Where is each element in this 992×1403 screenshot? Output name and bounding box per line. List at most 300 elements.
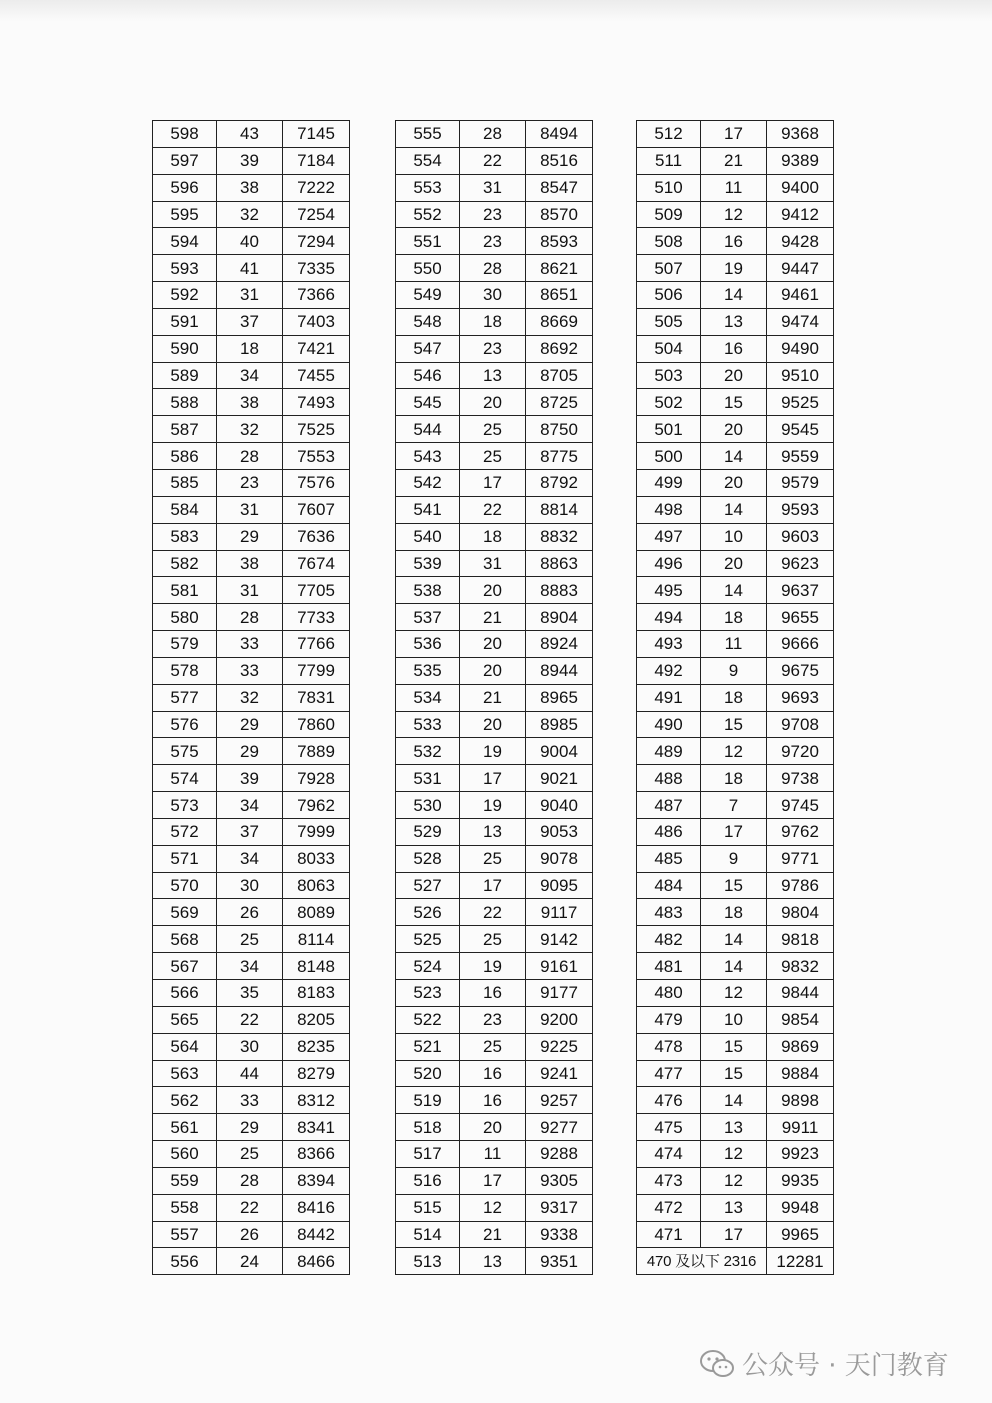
table-row [637, 926, 834, 953]
count-cell: 25 [460, 1033, 526, 1060]
count-cell: 33 [217, 631, 283, 658]
cumulative-cell: 9818 [767, 926, 834, 953]
score-cell: 573 [153, 792, 217, 819]
score-cell: 565 [153, 1006, 217, 1033]
count-cell: 29 [217, 523, 283, 550]
table-row [637, 818, 834, 845]
score-cell: 549 [396, 282, 460, 309]
table-row [153, 1033, 350, 1060]
table-row [153, 1006, 350, 1033]
table-row [396, 818, 593, 845]
table-row [396, 711, 593, 738]
count-cell: 29 [217, 738, 283, 765]
table-row [153, 416, 350, 443]
count-cell: 29 [217, 1114, 283, 1141]
score-cell: 509 [637, 201, 701, 228]
cumulative-cell: 7455 [283, 362, 350, 389]
score-cell: 593 [153, 255, 217, 282]
score-table-3 [636, 120, 834, 1275]
cumulative-cell: 7184 [283, 147, 350, 174]
table-row [396, 1033, 593, 1060]
count-cell: 11 [460, 1141, 526, 1168]
wechat-icon [700, 1349, 734, 1379]
table-row [153, 1221, 350, 1248]
count-cell: 11 [701, 174, 767, 201]
count-cell: 21 [460, 684, 526, 711]
table-row [153, 1087, 350, 1114]
score-cell: 534 [396, 684, 460, 711]
score-cell: 591 [153, 308, 217, 335]
cumulative-cell: 8416 [283, 1194, 350, 1221]
score-cell: 529 [396, 818, 460, 845]
merged-cell: 470 及以下 2316 [637, 1248, 767, 1275]
table-row [637, 389, 834, 416]
count-cell: 26 [217, 1221, 283, 1248]
score-cell: 596 [153, 174, 217, 201]
table-row [153, 443, 350, 470]
cumulative-cell: 8944 [526, 657, 593, 684]
table-row [396, 765, 593, 792]
count-cell: 25 [217, 926, 283, 953]
table-row [396, 174, 593, 201]
cumulative-cell: 9400 [767, 174, 834, 201]
score-cell: 541 [396, 496, 460, 523]
count-cell: 21 [460, 1221, 526, 1248]
count-cell: 31 [217, 496, 283, 523]
count-cell: 30 [217, 1033, 283, 1060]
score-cell: 482 [637, 926, 701, 953]
table-row [396, 496, 593, 523]
table-row [637, 1033, 834, 1060]
score-cell: 550 [396, 255, 460, 282]
cumulative-cell: 9225 [526, 1033, 593, 1060]
table-row [637, 416, 834, 443]
table-row [153, 657, 350, 684]
table-row [637, 845, 834, 872]
count-cell: 38 [217, 174, 283, 201]
count-cell: 25 [460, 845, 526, 872]
cumulative-cell: 9241 [526, 1060, 593, 1087]
count-cell: 12 [701, 201, 767, 228]
cumulative-cell: 8235 [283, 1033, 350, 1060]
cumulative-cell: 9428 [767, 228, 834, 255]
count-cell: 18 [701, 604, 767, 631]
watermark-text: 公众号 · 天门教育 [742, 1351, 949, 1381]
table-row [153, 308, 350, 335]
count-cell: 23 [460, 201, 526, 228]
score-cell: 528 [396, 845, 460, 872]
cumulative-cell: 7222 [283, 174, 350, 201]
count-cell: 18 [460, 308, 526, 335]
cumulative-cell: 8516 [526, 147, 593, 174]
score-cell: 485 [637, 845, 701, 872]
table-row [637, 711, 834, 738]
cumulative-cell: 8366 [283, 1141, 350, 1168]
score-cell: 558 [153, 1194, 217, 1221]
cumulative-cell: 8863 [526, 550, 593, 577]
cumulative-cell: 9693 [767, 684, 834, 711]
score-cell: 570 [153, 872, 217, 899]
score-cell: 505 [637, 308, 701, 335]
table-row [396, 389, 593, 416]
count-cell: 20 [460, 577, 526, 604]
table-row [396, 443, 593, 470]
cumulative-cell: 9948 [767, 1194, 834, 1221]
score-cell: 479 [637, 1006, 701, 1033]
cumulative-cell: 9675 [767, 657, 834, 684]
score-cell: 571 [153, 845, 217, 872]
score-cell: 517 [396, 1141, 460, 1168]
count-cell: 31 [217, 282, 283, 309]
table-row [153, 684, 350, 711]
cumulative-cell: 8792 [526, 469, 593, 496]
cumulative-cell: 7799 [283, 657, 350, 684]
count-cell: 20 [701, 550, 767, 577]
count-cell: 14 [701, 926, 767, 953]
score-cell: 579 [153, 631, 217, 658]
score-cell: 490 [637, 711, 701, 738]
cumulative-cell: 8750 [526, 416, 593, 443]
table-row [637, 282, 834, 309]
count-cell: 10 [701, 523, 767, 550]
cumulative-cell: 8494 [526, 121, 593, 148]
cumulative-cell: 8205 [283, 1006, 350, 1033]
score-cell: 516 [396, 1167, 460, 1194]
cumulative-cell: 7705 [283, 577, 350, 604]
count-cell: 20 [460, 1114, 526, 1141]
table-row [637, 362, 834, 389]
count-cell: 12 [460, 1194, 526, 1221]
table-row [637, 738, 834, 765]
table-row [637, 980, 834, 1007]
table-row [396, 201, 593, 228]
table-row [637, 1087, 834, 1114]
score-cell: 551 [396, 228, 460, 255]
table-row [396, 469, 593, 496]
cumulative-cell: 9338 [526, 1221, 593, 1248]
cumulative-cell: 9288 [526, 1141, 593, 1168]
score-cell: 493 [637, 631, 701, 658]
table-row [637, 577, 834, 604]
cumulative-cell: 9593 [767, 496, 834, 523]
count-cell: 13 [460, 818, 526, 845]
table-row [153, 147, 350, 174]
table-row [637, 174, 834, 201]
table-row [637, 1114, 834, 1141]
table-row [637, 121, 834, 148]
table-row [153, 1248, 350, 1275]
table-row [637, 496, 834, 523]
score-cell: 518 [396, 1114, 460, 1141]
score-cell: 484 [637, 872, 701, 899]
count-cell: 13 [701, 308, 767, 335]
table-row [637, 1141, 834, 1168]
count-cell: 32 [217, 416, 283, 443]
score-cell: 523 [396, 980, 460, 1007]
table-row [153, 1141, 350, 1168]
score-cell: 532 [396, 738, 460, 765]
cumulative-cell: 9708 [767, 711, 834, 738]
table-row [637, 308, 834, 335]
table-row [637, 1006, 834, 1033]
count-cell: 34 [217, 845, 283, 872]
count-cell: 40 [217, 228, 283, 255]
count-cell: 34 [217, 362, 283, 389]
score-cell: 572 [153, 818, 217, 845]
cumulative-cell: 9277 [526, 1114, 593, 1141]
table-row [153, 121, 350, 148]
count-cell: 16 [701, 228, 767, 255]
table-row [637, 201, 834, 228]
count-cell: 19 [460, 953, 526, 980]
cumulative-cell: 8814 [526, 496, 593, 523]
count-cell: 7 [701, 792, 767, 819]
cumulative-cell: 7674 [283, 550, 350, 577]
count-cell: 37 [217, 308, 283, 335]
table-row [396, 1221, 593, 1248]
count-cell: 20 [460, 631, 526, 658]
table-row [396, 1141, 593, 1168]
table-row [637, 1221, 834, 1248]
table-row [153, 792, 350, 819]
score-cell: 475 [637, 1114, 701, 1141]
table-row [637, 523, 834, 550]
cumulative-cell: 8669 [526, 308, 593, 335]
score-cell: 488 [637, 765, 701, 792]
score-cell: 535 [396, 657, 460, 684]
cumulative-cell: 7999 [283, 818, 350, 845]
cumulative-cell: 7831 [283, 684, 350, 711]
cumulative-cell: 9804 [767, 899, 834, 926]
table-row [637, 335, 834, 362]
table-row [153, 1114, 350, 1141]
count-cell: 11 [701, 631, 767, 658]
score-cell: 557 [153, 1221, 217, 1248]
score-cell: 587 [153, 416, 217, 443]
cumulative-cell: 9368 [767, 121, 834, 148]
cumulative-cell: 7366 [283, 282, 350, 309]
score-cell: 576 [153, 711, 217, 738]
score-cell: 592 [153, 282, 217, 309]
cumulative-cell: 9545 [767, 416, 834, 443]
cumulative-cell: 9078 [526, 845, 593, 872]
table-row [396, 1194, 593, 1221]
score-cell: 544 [396, 416, 460, 443]
score-cell: 476 [637, 1087, 701, 1114]
cumulative-cell: 9447 [767, 255, 834, 282]
cumulative-cell: 8341 [283, 1114, 350, 1141]
count-cell: 15 [701, 1033, 767, 1060]
score-cell: 471 [637, 1221, 701, 1248]
cumulative-cell: 7335 [283, 255, 350, 282]
table-row [396, 335, 593, 362]
score-cell: 497 [637, 523, 701, 550]
table-row [396, 738, 593, 765]
score-cell: 513 [396, 1248, 460, 1275]
score-cell: 498 [637, 496, 701, 523]
count-cell: 29 [217, 711, 283, 738]
cumulative-cell: 9389 [767, 147, 834, 174]
score-cell: 563 [153, 1060, 217, 1087]
count-cell: 17 [460, 469, 526, 496]
score-cell: 519 [396, 1087, 460, 1114]
count-cell: 22 [217, 1194, 283, 1221]
cumulative-cell: 8651 [526, 282, 593, 309]
score-cell: 595 [153, 201, 217, 228]
count-cell: 25 [460, 926, 526, 953]
table-row [396, 121, 593, 148]
count-cell: 17 [460, 1167, 526, 1194]
cumulative-cell: 9844 [767, 980, 834, 1007]
count-cell: 25 [217, 1141, 283, 1168]
table-row [153, 389, 350, 416]
count-cell: 30 [460, 282, 526, 309]
count-cell: 28 [460, 121, 526, 148]
table-row [396, 577, 593, 604]
count-cell: 13 [701, 1194, 767, 1221]
count-cell: 17 [460, 765, 526, 792]
count-cell: 9 [701, 657, 767, 684]
cumulative-cell: 9412 [767, 201, 834, 228]
cumulative-cell: 9745 [767, 792, 834, 819]
cumulative-cell: 8883 [526, 577, 593, 604]
count-cell: 33 [217, 657, 283, 684]
count-cell: 37 [217, 818, 283, 845]
table-row [396, 899, 593, 926]
table-row [396, 684, 593, 711]
score-cell: 522 [396, 1006, 460, 1033]
table-row [637, 147, 834, 174]
score-table-1 [152, 120, 350, 1275]
count-cell: 22 [460, 147, 526, 174]
count-cell: 38 [217, 389, 283, 416]
score-cell: 508 [637, 228, 701, 255]
score-cell: 568 [153, 926, 217, 953]
score-cell: 514 [396, 1221, 460, 1248]
cumulative-cell: 9720 [767, 738, 834, 765]
table-row [396, 1060, 593, 1087]
cumulative-cell: 9771 [767, 845, 834, 872]
count-cell: 33 [217, 1087, 283, 1114]
cumulative-cell: 7421 [283, 335, 350, 362]
cumulative-cell: 9965 [767, 1221, 834, 1248]
score-cell: 555 [396, 121, 460, 148]
table-row [396, 926, 593, 953]
score-cell: 569 [153, 899, 217, 926]
table-row [153, 872, 350, 899]
table-row [396, 604, 593, 631]
cumulative-cell: 9525 [767, 389, 834, 416]
table-row [153, 899, 350, 926]
cumulative-cell: 8547 [526, 174, 593, 201]
table-row [637, 899, 834, 926]
table-row [153, 577, 350, 604]
score-table-2 [395, 120, 593, 1275]
table-row [153, 362, 350, 389]
cumulative-cell: 9317 [526, 1194, 593, 1221]
score-cell: 474 [637, 1141, 701, 1168]
table-row [153, 631, 350, 658]
table-row [396, 1087, 593, 1114]
cumulative-cell: 7766 [283, 631, 350, 658]
table-row [637, 255, 834, 282]
cumulative-cell: 7636 [283, 523, 350, 550]
table-row [637, 872, 834, 899]
score-cell: 580 [153, 604, 217, 631]
table-row [396, 1167, 593, 1194]
cumulative-cell: 8904 [526, 604, 593, 631]
cumulative-cell: 9911 [767, 1114, 834, 1141]
table-row [637, 228, 834, 255]
score-cell: 499 [637, 469, 701, 496]
count-cell: 32 [217, 201, 283, 228]
count-cell: 20 [460, 657, 526, 684]
score-cell: 567 [153, 953, 217, 980]
count-cell: 28 [460, 255, 526, 282]
score-cell: 597 [153, 147, 217, 174]
cumulative-cell: 7889 [283, 738, 350, 765]
count-cell: 20 [701, 416, 767, 443]
score-cell: 586 [153, 443, 217, 470]
count-cell: 44 [217, 1060, 283, 1087]
count-cell: 12 [701, 980, 767, 1007]
count-cell: 13 [460, 1248, 526, 1275]
cumulative-cell: 8183 [283, 980, 350, 1007]
cumulative-cell: 8985 [526, 711, 593, 738]
count-cell: 15 [701, 872, 767, 899]
count-cell: 12 [701, 738, 767, 765]
table-row [637, 953, 834, 980]
cumulative-cell: 9762 [767, 818, 834, 845]
count-cell: 18 [701, 765, 767, 792]
score-cell: 480 [637, 980, 701, 1007]
table-row [637, 469, 834, 496]
table-row [153, 174, 350, 201]
cumulative-cell: 8442 [283, 1221, 350, 1248]
count-cell: 39 [217, 765, 283, 792]
count-cell: 17 [460, 872, 526, 899]
score-cell: 598 [153, 121, 217, 148]
score-cell: 575 [153, 738, 217, 765]
score-cell: 510 [637, 174, 701, 201]
table-row [396, 416, 593, 443]
table-row [637, 1060, 834, 1087]
count-cell: 20 [701, 362, 767, 389]
count-cell: 31 [460, 174, 526, 201]
table-row [637, 1248, 834, 1275]
table-row [396, 980, 593, 1007]
cumulative-cell: 9004 [526, 738, 593, 765]
table-row [396, 792, 593, 819]
score-cell: 494 [637, 604, 701, 631]
count-cell: 16 [460, 1087, 526, 1114]
cumulative-cell: 9257 [526, 1087, 593, 1114]
cumulative-cell: 8148 [283, 953, 350, 980]
score-cell: 511 [637, 147, 701, 174]
score-cell: 472 [637, 1194, 701, 1221]
table-row [396, 550, 593, 577]
cumulative-cell: 7403 [283, 308, 350, 335]
count-cell: 14 [701, 443, 767, 470]
count-cell: 23 [460, 228, 526, 255]
cumulative-cell: 7962 [283, 792, 350, 819]
cumulative-cell: 8089 [283, 899, 350, 926]
count-cell: 14 [701, 282, 767, 309]
score-cell: 537 [396, 604, 460, 631]
table-row [153, 845, 350, 872]
count-cell: 26 [217, 899, 283, 926]
table-row [637, 1194, 834, 1221]
